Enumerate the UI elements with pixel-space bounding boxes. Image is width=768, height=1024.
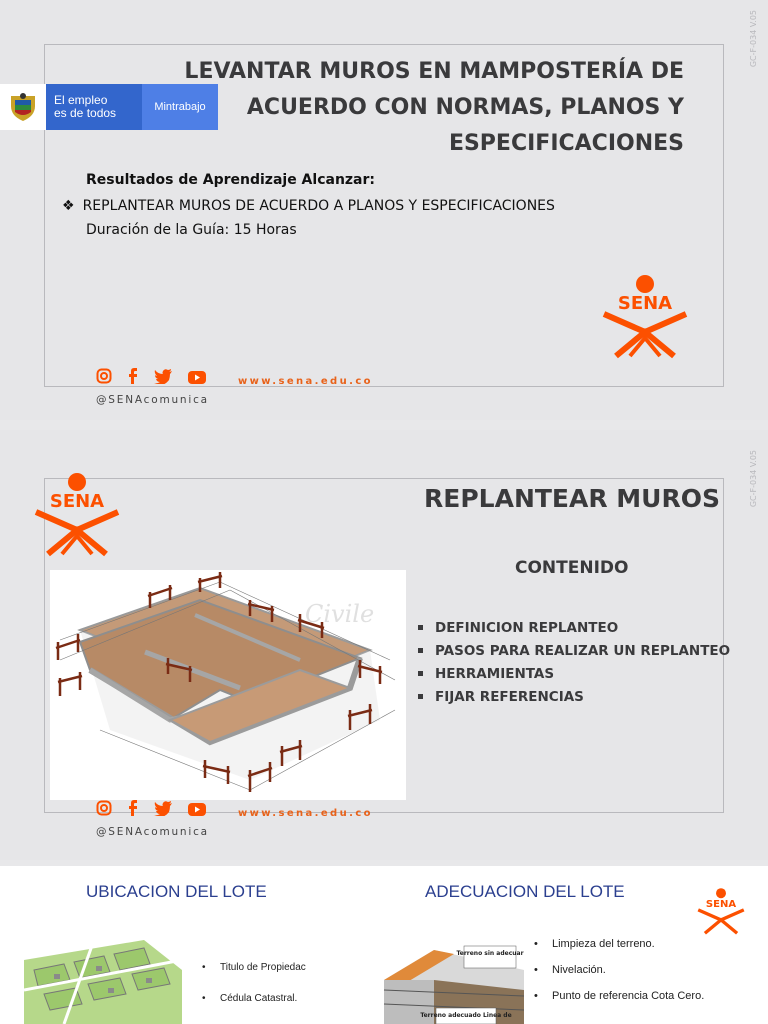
- diagram-label-top: Terreno sin adecuar: [456, 950, 524, 957]
- foundation-layout-image: [50, 570, 406, 800]
- website-link[interactable]: www.sena.edu.co: [238, 376, 373, 387]
- list-item-label: Cédula Catastral.: [220, 993, 298, 1004]
- social-handle: @SENAcomunica: [96, 394, 209, 406]
- list-item-label: HERRAMIENTAS: [435, 665, 555, 682]
- list-item-label: Punto de referencia Cota Cero.: [552, 990, 705, 1002]
- sena-logo: [600, 272, 690, 360]
- square-bullet-icon: [418, 625, 423, 630]
- title-line-1: LEVANTAR MUROS EN MAMPOSTERÍA DE: [184, 59, 684, 84]
- terrain-diagram-image: [374, 940, 524, 1024]
- list-item: [418, 685, 730, 708]
- slide-title: [0, 0, 768, 420]
- sena-logo-text: SENA: [49, 491, 105, 512]
- sena-logo: [696, 886, 746, 936]
- title-line-3: ESPECIFICACIONES: [448, 131, 684, 156]
- youtube-icon[interactable]: [188, 801, 206, 820]
- social-handle: @SENAcomunica: [96, 826, 209, 838]
- instagram-icon[interactable]: [96, 368, 112, 388]
- facebook-icon[interactable]: [128, 800, 138, 820]
- facebook-icon[interactable]: [128, 368, 138, 388]
- list-item: [418, 616, 730, 639]
- list-item-label: PASOS PARA REALIZAR UN REPLANTEO: [435, 642, 731, 659]
- gov-slogan-line2: es de todos: [54, 106, 117, 120]
- square-bullet-icon: [418, 694, 423, 699]
- list-item: [202, 993, 306, 1004]
- sena-logo-text: SENA: [705, 899, 737, 911]
- gov-slogan-line1: El empleo: [54, 93, 108, 107]
- lot-preparation-heading: ADECUACION DEL LOTE: [425, 882, 625, 901]
- list-item: [418, 662, 730, 685]
- footer-social: [96, 368, 396, 410]
- gov-slogan: [46, 84, 142, 130]
- guide-duration: Duración de la Guía: 15 Horas: [86, 222, 297, 238]
- list-item-label: Nivelación.: [552, 964, 606, 976]
- list-item: [534, 964, 714, 990]
- document-code: GC-F-034 V.05: [749, 450, 758, 508]
- website-link[interactable]: www.sena.edu.co: [238, 808, 373, 819]
- twitter-icon[interactable]: [154, 369, 172, 388]
- lot-location-heading: UBICACION DEL LOTE: [86, 882, 267, 901]
- contents-heading: CONTENIDO: [515, 558, 629, 578]
- list-item: [202, 962, 306, 993]
- section-title: REPLANTEAR MUROS: [424, 484, 720, 513]
- sena-logo: [32, 470, 122, 558]
- square-bullet-icon: [418, 648, 423, 653]
- ministry-label: Mintrabajo: [142, 84, 218, 130]
- youtube-icon[interactable]: [188, 369, 206, 388]
- footer-social: [96, 800, 396, 842]
- learning-results-heading: Resultados de Aprendizaje Alcanzar:: [86, 172, 376, 188]
- slide-lot: [0, 866, 768, 1024]
- list-item: [534, 990, 714, 1002]
- lot-location-list: [202, 962, 306, 1004]
- lot-preparation-list: [534, 938, 714, 1002]
- twitter-icon[interactable]: [154, 801, 172, 820]
- page-title: [150, 54, 684, 162]
- list-item-label: DEFINICION REPLANTEO: [435, 619, 619, 636]
- document-code: GC-F-034 V.05: [749, 10, 758, 68]
- list-item: [418, 639, 730, 662]
- diamond-bullet-icon: ❖: [62, 198, 75, 214]
- list-item-label: Limpieza del terreno.: [552, 938, 655, 950]
- colombia-shield-icon: [0, 84, 46, 130]
- diagram-label-bottom: Terreno adecuado Linea de: [420, 1012, 512, 1019]
- sena-logo-text: SENA: [617, 293, 673, 314]
- learning-result-item: [62, 198, 555, 214]
- title-line-2: ACUERDO CON NORMAS, PLANOS Y: [246, 95, 684, 120]
- lot-map-image: [24, 940, 182, 1024]
- slide-content: [0, 430, 768, 860]
- list-item-label: FIJAR REFERENCIAS: [435, 688, 584, 705]
- list-item-label: Titulo de Propiedac: [220, 962, 306, 973]
- image-watermark: Civile: [305, 600, 375, 628]
- list-item: [534, 938, 714, 964]
- instagram-icon[interactable]: [96, 800, 112, 820]
- learning-result-text: REPLANTEAR MUROS DE ACUERDO A PLANOS Y ESPECIFICACIONES: [82, 198, 555, 214]
- square-bullet-icon: [418, 671, 423, 676]
- contents-list: [418, 616, 730, 708]
